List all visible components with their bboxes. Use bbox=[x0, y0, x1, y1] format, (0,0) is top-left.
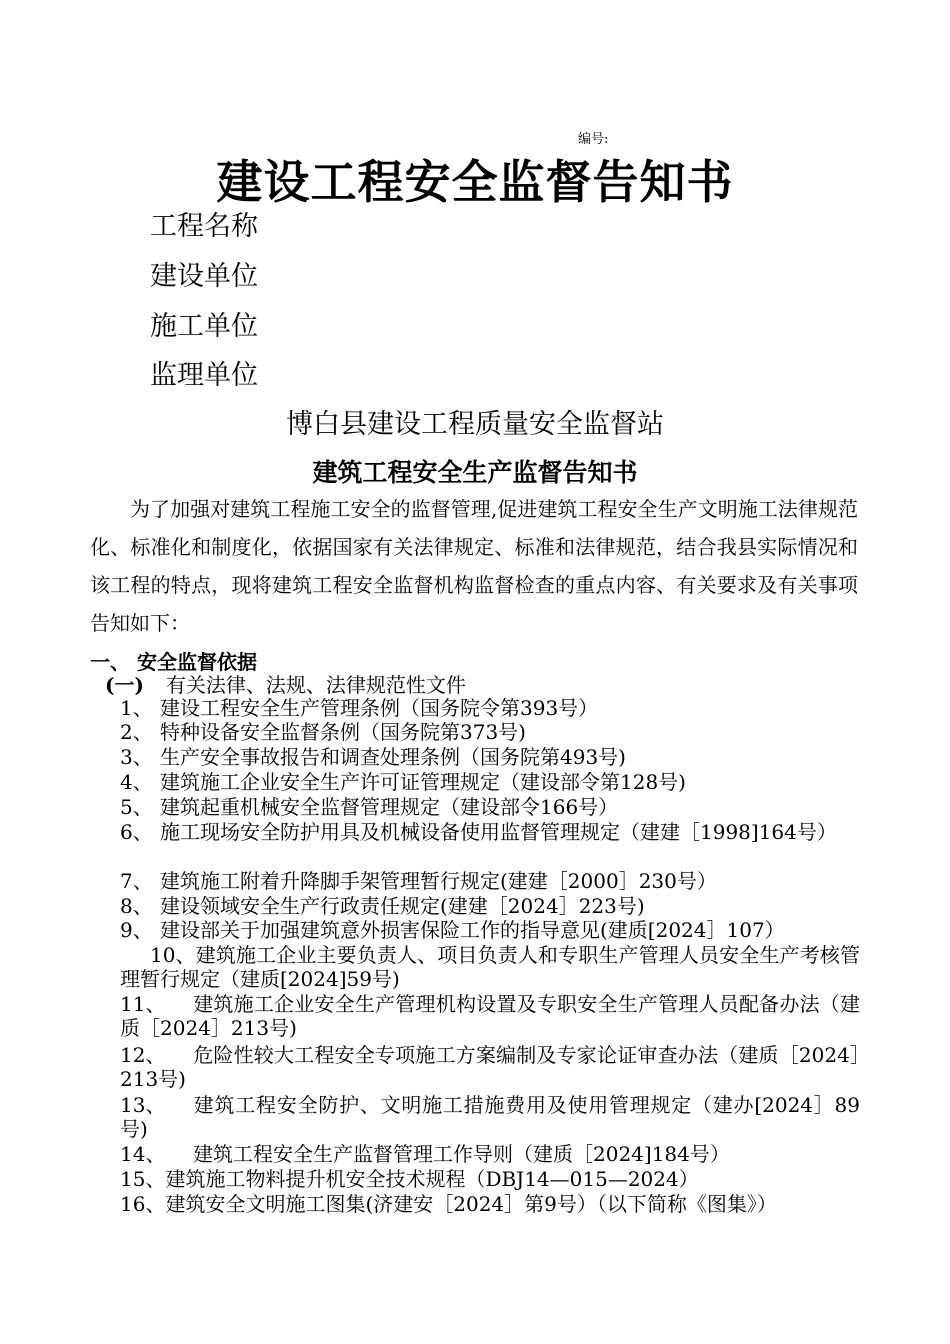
list-item: 3、 生产安全事故报告和调查处理条例（国务院第493号) bbox=[120, 745, 626, 769]
field-builder-unit: 施工单位 bbox=[150, 311, 258, 342]
list-item: 14、 建筑工程安全生产监督管理工作导则（建质［2024]184号） bbox=[120, 1142, 730, 1166]
list-item: 8、 建设领域安全生产行政责任规定(建建［2024］223号) bbox=[120, 894, 645, 918]
list-item: 7、 建筑施工附着升降脚手架管理暂行规定(建建［2000］230号） bbox=[120, 869, 717, 893]
list-item: 11、 建筑施工企业安全生产管理机构设置及专职安全生产管理人员配备办法（建质［2024］213号) bbox=[120, 992, 860, 1040]
list-item: 16、建筑安全文明施工图集(济建安［2024］第9号）（以下简称《图集》） bbox=[120, 1192, 777, 1216]
document-title: 建设工程安全监督告知书 bbox=[216, 155, 734, 209]
list-item: 13、 建筑工程安全防护、文明施工措施费用及使用管理规定（建办[2024］89号) bbox=[120, 1093, 860, 1141]
list-item: 2、 特种设备安全监督条例（国务院第373号) bbox=[120, 720, 526, 744]
field-project-name: 工程名称 bbox=[150, 211, 258, 242]
notice-subtitle: 建筑工程安全生产监督告知书 bbox=[312, 458, 638, 487]
field-construction-unit: 建设单位 bbox=[150, 261, 258, 292]
list-item: 5、 建筑起重机械安全监督管理规定（建设部令166号） bbox=[120, 795, 619, 819]
issuing-station: 博白县建设工程质量安全监督站 bbox=[286, 409, 664, 440]
intro-paragraph: 为了加强对建筑工程施工安全的监督管理,促进建筑工程安全生产文明施工法律规范化、标准化和制度化，依据国家有关法律规定、标准和法律规范，结合我县实际情况和该工程的特点，现将建筑工程安全监督机构监督检查的重点内容、有关要求及有关事项告知如下： bbox=[90, 497, 858, 635]
list-item: 9、 建设部关于加强建筑意外损害保险工作的指导意见(建质[2024］107） bbox=[120, 918, 785, 942]
serial-number-label: 编号: bbox=[578, 132, 609, 147]
subsection-number: (一) bbox=[105, 673, 144, 697]
section-heading: 一、 安全监督依据 bbox=[90, 650, 257, 674]
list-item: 15、建筑施工物料提升机安全技术规程（DBJ14—015—2024） bbox=[120, 1167, 699, 1191]
field-supervision-unit: 监理单位 bbox=[150, 360, 258, 391]
list-item: 12、 危险性较大工程安全专项施工方案编制及专家论证审查办法（建质［2024］213号) bbox=[120, 1043, 860, 1091]
list-item: 6、 施工现场安全防护用具及机械设备使用监督管理规定（建建［1998]164号） bbox=[120, 820, 837, 844]
list-item: 10、建筑施工企业主要负责人、项目负责人和专职生产管理人员安全生产考核管理暂行规定（建质[2024]59号) bbox=[120, 943, 860, 991]
list-item: 4、 建筑施工企业安全生产许可证管理规定（建设部令第128号) bbox=[120, 770, 686, 794]
subsection-label: 有关法律、法规、法律规范性文件 bbox=[165, 673, 466, 697]
subsection-heading bbox=[105, 669, 466, 698]
list-item: 1、 建设工程安全生产管理条例（国务院令第393号） bbox=[120, 696, 599, 720]
